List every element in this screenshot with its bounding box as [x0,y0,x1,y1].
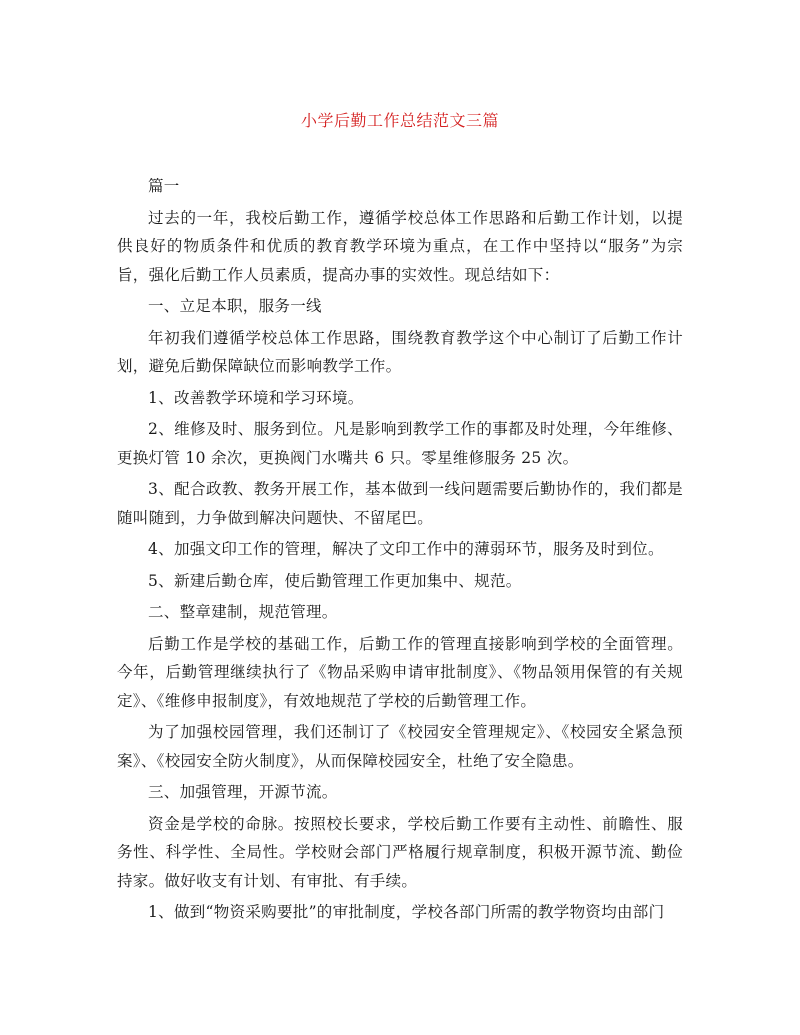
paragraph: 为了加强校园管理，我们还制订了《校园安全管理规定》、《校园安全紧急预案》、《校园安全防火制度》，从而保障校园安全，杜绝了安全隐患。 [117,723,683,770]
list-item: 3、配合政教、教务开展工作，基本做到一线问题需要后勤协作的，我们都是随叫随到，力争做到解决问题快、不留尾巴。 [117,480,683,527]
list-item: 1、做到“物资采购要批”的审批制度，学校各部门所需的教学物资均由部门 [148,903,665,921]
paragraph: 年初我们遵循学校总体工作思路，围绕教育教学这个中心制订了后勤工作计划，避免后勤保障缺位而影响教学工作。 [117,328,683,375]
paragraph-heading-part-one: 篇一 [148,177,180,195]
section-heading: 二、整章建制，规范管理。 [148,603,338,621]
document-body [117,172,683,930]
list-item: 5、新建后勤仓库，使后勤管理工作更加集中、规范。 [148,571,522,590]
document-title: 小学后勤工作总结范文三篇 [300,111,499,130]
list-item: 4、加强文印工作的管理，解决了文印工作中的薄弱环节，服务及时到位。 [148,540,664,558]
list-item: 2、维修及时、服务到位。凡是影响到教学工作的事都及时处理，今年维修、更换灯管 10 余次，更换阀门水嘴共 6 只。零星维修服务 25 次。 [117,420,683,467]
list-item: 1、改善教学环境和学习环境。 [148,388,364,407]
paragraph: 过去的一年，我校后勤工作，遵循学校总体工作思路和后勤工作计划，以提供良好的物质条件和优质的教育教学环境为重点，在工作中坚持以“服务”为宗旨，强化后勤工作人员素质，提高办事的实效性。现总结如下： [117,208,683,284]
section-heading: 一、立足本职，服务一线 [148,297,322,315]
paragraph: 后勤工作是学校的基础工作，后勤工作的管理直接影响到学校的全面管理。今年，后勤管理继续执行了《物品采购申请审批制度》、《物品领用保管的有关规定》、《维修申报制度》，有效地规范了学校的后勤管理工作。 [117,634,683,710]
paragraph: 资金是学校的命脉。按照校长要求，学校后勤工作要有主动性、前瞻性、服务性、科学性、全局性。学校财会部门严格履行规章制度，积极开源节流、勤俭持家。做好收支有计划、有审批、有手续。 [117,814,683,890]
section-heading: 三、加强管理，开源节流。 [148,783,338,801]
